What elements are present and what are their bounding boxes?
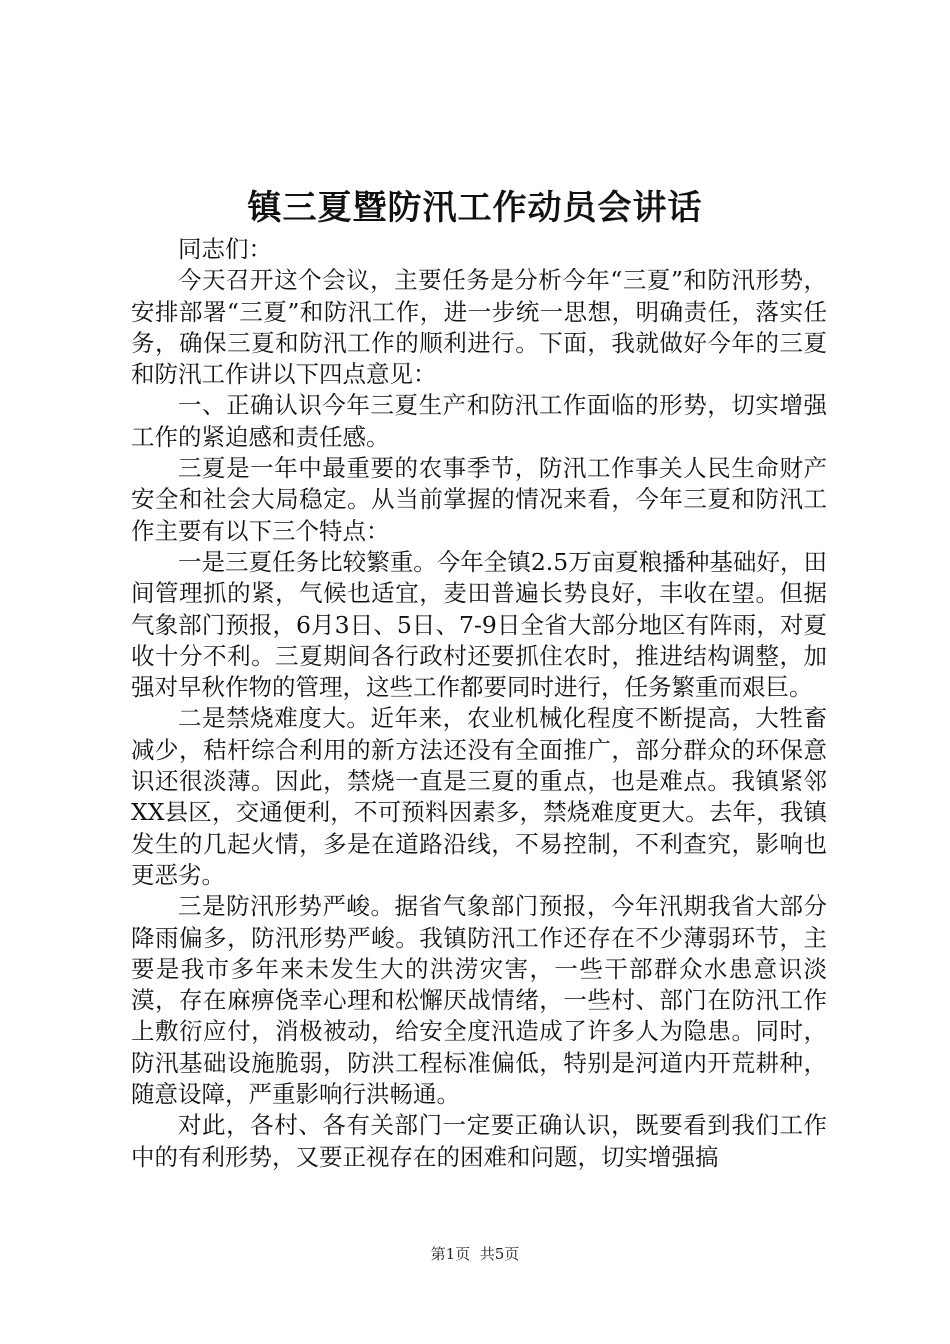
- page-footer: [0, 1244, 950, 1264]
- paragraph-intro: 今天召开这个会议，主要任务是分析今年“三夏”和防汛形势，安排部署“三夏”和防汛工作，进一步统一思想，明确责任，落实任务，确保三夏和防汛工作的顺利进行。下面，我就做好今年的三夏和防汛工作讲以下四点意见：: [131, 266, 827, 389]
- paragraph-overview: 三夏是一年中最重要的农事季节，防汛工作事关人民生命财产安全和社会大局稳定。从当前掌握的情况来看，今年三夏和防汛工作主要有以下三个特点：: [131, 454, 827, 545]
- page-total: 共5页: [479, 1245, 520, 1263]
- document-title: 镇三夏暨防汛工作动员会讲话: [247, 188, 703, 228]
- paragraph-point-three: 三是防汛形势严峻。据省气象部门预报，今年汛期我省大部分降雨偏多，防汛形势严峻。我镇防汛工作还存在不少薄弱环节，主要是我市多年来未发生大的洪涝灾害，一些干部群众水患意识淡漠，存在麻痹侥幸心理和松懈厌战情绪，一些村、部门在防汛工作上敷衍应付，消极被动，给安全度汛造成了许多人为隐患。同时，防汛基础设施脆弱，防洪工程标准偏低，特别是河道内开荒耕种，随意设障，严重影响行洪畅通。: [131, 892, 827, 1109]
- paragraph-section-heading: 一、正确认识今年三夏生产和防汛工作面临的形势，切实增强工作的紧迫感和责任感。: [131, 391, 827, 451]
- paragraph-salutation: 同志们：: [178, 235, 272, 263]
- paragraph-conclusion: 对此，各村、各有关部门一定要正确认识，既要看到我们工作中的有利形势，又要正视存在的困难和问题，切实增强搞: [131, 1111, 827, 1171]
- paragraph-point-two: 二是禁烧难度大。近年来，农业机械化程度不断提高，大牲畜减少，秸杆综合利用的新方法还没有全面推广，部分群众的环保意识还很淡薄。因此，禁烧一直是三夏的重点，也是难点。我镇紧邻XX县区，交通便利，不可预料因素多，禁烧难度更大。去年，我镇发生的几起火情，多是在道路沿线，不易控制，不利查究，影响也更恶劣。: [131, 704, 827, 889]
- paragraph-point-one: 一是三夏任务比较繁重。今年全镇2.5万亩夏粮播种基础好，田间管理抓的紧，气候也适宜，麦田普遍长势良好，丰收在望。但据气象部门预报，6月3日、5日、7-9日全省大部分地区有阵雨，对夏收十分不利。三夏期间各行政村还要抓住农时，推进结构调整，加强对早秋作物的管理，这些工作都要同时进行，任务繁重而艰巨。: [131, 547, 827, 702]
- document-body: [131, 234, 827, 1173]
- page-number: 第1页: [430, 1245, 471, 1263]
